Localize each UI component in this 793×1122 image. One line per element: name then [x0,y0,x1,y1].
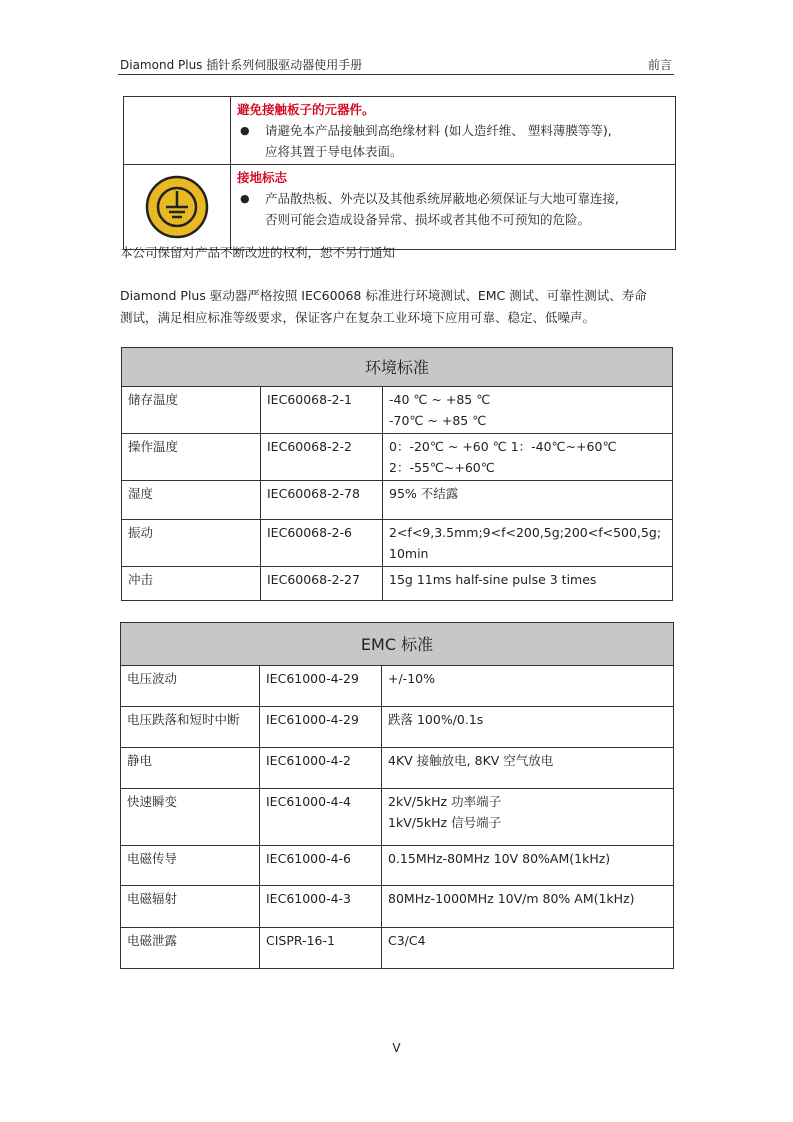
standard-code: IEC61000-4-4 [260,789,382,846]
table-title: EMC 标准 [121,623,674,666]
warning-text-cell [231,97,676,165]
test-spec [383,520,673,567]
warning-title: 接地标志 [237,170,288,185]
spec-line: 15g 11ms half-sine pulse 3 times [389,572,597,587]
standard-code: IEC60068-2-1 [261,387,383,434]
warning-line-text: 请避免本产品接触到高绝缘材料 (如人造纤维、 塑料薄膜等等), [265,123,612,138]
warning-line [237,120,669,141]
spec-line: 2：-55℃~+60℃ [389,460,495,475]
header-section: 前言 [647,58,672,72]
warning-line [237,188,669,209]
intro-line: 测试，满足相应标准等级要求，保证客户在复杂工业环境下应用可靠、稳定、低噪声。 [120,310,596,325]
standard-code: IEC61000-4-3 [260,886,382,928]
warning-line-text: 产品散热板、外壳以及其他系统屏蔽地必须保证与大地可靠连接, [265,191,619,206]
environment-standards-table [121,347,673,601]
warning-title: 避免接触板子的元器件。 [237,102,375,117]
bullet-icon: ● [240,192,250,205]
spec-line: +/-10% [388,671,435,686]
test-spec [383,567,673,601]
test-spec [382,928,674,969]
table-row [122,481,673,520]
table-title-row [122,348,673,387]
standard-code: IEC61000-4-29 [260,666,382,707]
warning-table [123,96,676,250]
test-spec [382,748,674,789]
spec-line: 10min [389,546,429,561]
warning-line-text: 应将其置于导电体表面。 [265,144,403,159]
warning-text-cell [231,165,676,250]
spec-line: -70℃ ~ +85 ℃ [389,413,487,428]
test-spec [382,886,674,928]
ground-symbol-icon [145,175,209,239]
bullet-icon: ● [240,124,250,137]
spec-line: 95% 不结露 [389,486,459,501]
spec-line: C3/C4 [388,933,426,948]
test-name: 快速瞬变 [121,789,260,846]
spec-line: 2kV/5kHz 功率端子 [388,794,502,809]
spec-line: 80MHz-1000MHz 10V/m 80% AM(1kHz) [388,891,635,906]
standard-code: IEC60068-2-2 [261,434,383,481]
standard-code: IEC60068-2-78 [261,481,383,520]
emc-standards-table [120,622,674,969]
table-row [121,789,674,846]
test-spec [382,789,674,846]
table-title-row [121,623,674,666]
table-row [121,666,674,707]
test-spec [383,387,673,434]
warning-row [124,97,676,165]
warning-line [237,141,669,162]
header-rule [118,74,674,75]
test-name: 静电 [121,748,260,789]
test-name: 电压跌落和短时中断 [121,707,260,748]
table-row [122,567,673,601]
standard-code: IEC61000-4-6 [260,846,382,886]
standard-code: IEC61000-4-2 [260,748,382,789]
table-row [122,387,673,434]
header-title: Diamond Plus 插针系列伺服驱动器使用手册 [120,58,363,72]
table-row [121,846,674,886]
test-name: 电磁传导 [121,846,260,886]
standard-code: IEC60068-2-6 [261,520,383,567]
intro-paragraph [120,285,676,329]
warning-line-text: 否则可能会造成设备异常、损坏或者其他不可预知的危险。 [265,212,591,227]
test-name: 振动 [122,520,261,567]
warning-icon-cell [124,97,231,165]
rights-note: 本公司保留对产品不断改进的权利，恕不另行通知 [120,245,396,260]
spec-line: 4KV 接触放电, 8KV 空气放电 [388,753,554,768]
test-name: 操作温度 [122,434,261,481]
test-name: 湿度 [122,481,261,520]
standard-code: CISPR-16-1 [260,928,382,969]
table-row [122,434,673,481]
page-number: V [392,1041,401,1055]
test-name: 储存温度 [122,387,261,434]
spec-line: 0：-20℃ ~ +60 ℃ 1：-40℃~+60℃ [389,439,617,454]
table-row [121,928,674,969]
spec-line: 0.15MHz-80MHz 10V 80%AM(1kHz) [388,851,611,866]
test-spec [383,481,673,520]
table-row [121,748,674,789]
intro-line: Diamond Plus 驱动器严格按照 IEC60068 标准进行环境测试、EMC 测试、可靠性测试、寿命 [120,288,647,303]
test-name: 电压波动 [121,666,260,707]
test-spec [383,434,673,481]
spec-line: -40 ℃ ~ +85 ℃ [389,392,491,407]
test-spec [382,666,674,707]
spec-line: 跌落 100%/0.1s [388,712,484,727]
table-row [121,707,674,748]
test-spec [382,846,674,886]
spec-line: 1kV/5kHz 信号端子 [388,815,502,830]
test-spec [382,707,674,748]
table-row [121,886,674,928]
test-name: 冲击 [122,567,261,601]
table-row [122,520,673,567]
warning-icon-cell [124,165,231,250]
test-name: 电磁泄露 [121,928,260,969]
test-name: 电磁辐射 [121,886,260,928]
table-title: 环境标准 [122,348,673,387]
warning-row [124,165,676,250]
warning-line [237,209,669,230]
standard-code: IEC60068-2-27 [261,567,383,601]
spec-line: 2<f<9,3.5mm;9<f<200,5g;200<f<500,5g; [389,525,662,540]
standard-code: IEC61000-4-29 [260,707,382,748]
